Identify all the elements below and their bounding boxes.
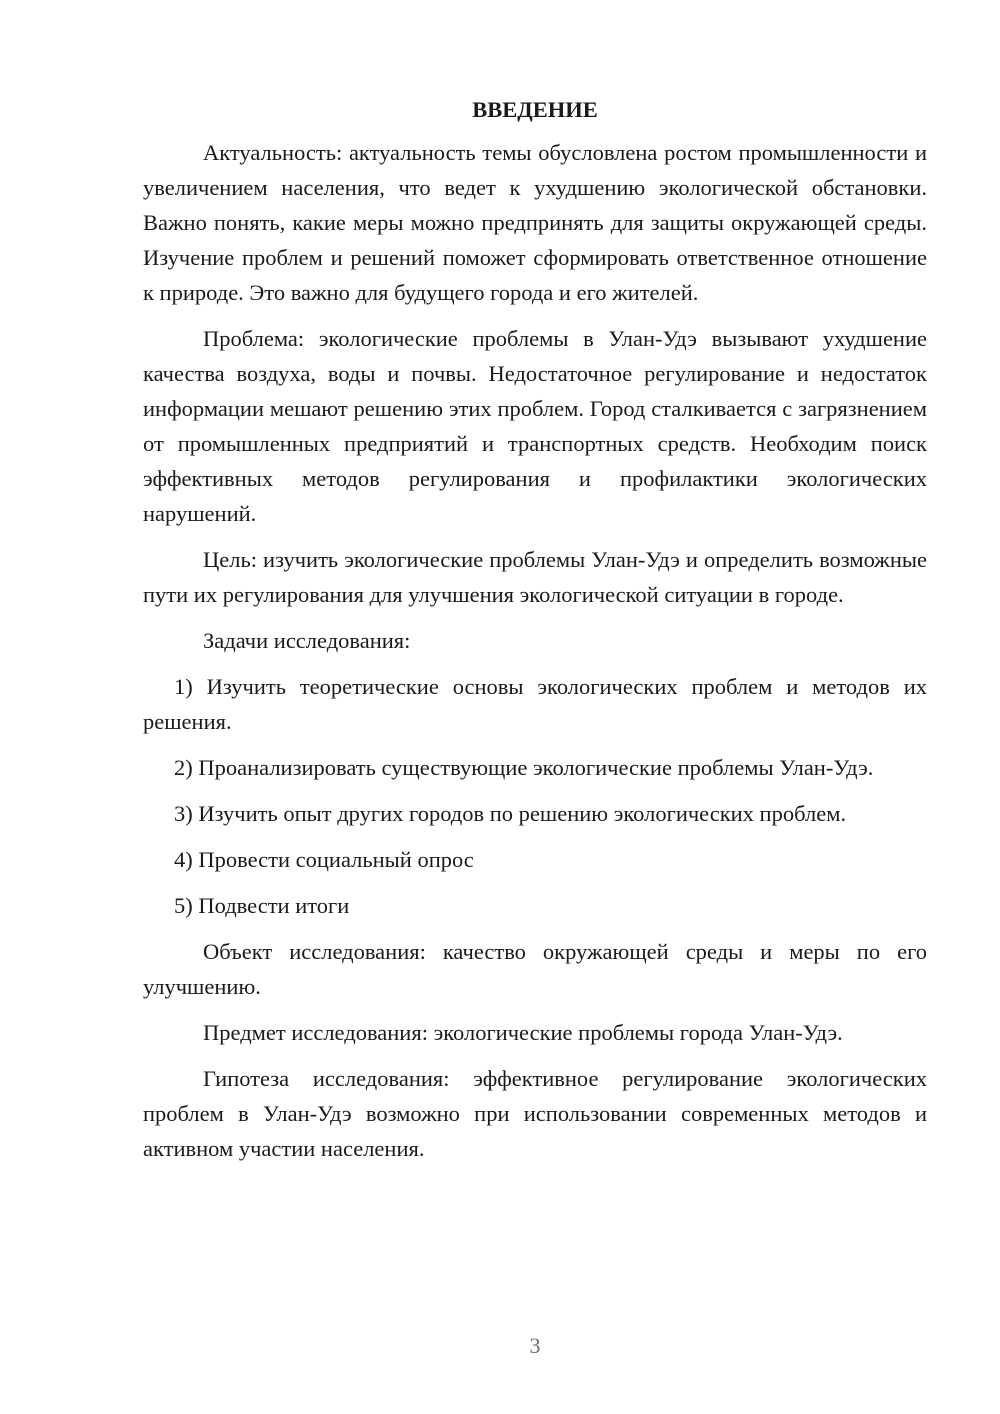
task-item-4: 4) Провести социальный опрос <box>174 847 474 872</box>
hypothesis-paragraph: Гипотеза исследования: эффективное регулирование экологических проблем в Улан-Удэ возможно при использовании современных методов и активном участии населения. <box>143 1066 927 1161</box>
subject-paragraph: Предмет исследования: экологические проблемы города Улан-Удэ. <box>203 1020 843 1045</box>
goal-paragraph: Цель: изучить экологические проблемы Улан-Удэ и определить возможные пути их регулирования для улучшения экологической ситуации в городе. <box>143 547 927 607</box>
page-number: 3 <box>529 1333 541 1358</box>
task-item-5: 5) Подвести итоги <box>174 893 350 918</box>
task-item-3: 3) Изучить опыт других городов по решению экологических проблем. <box>174 801 847 826</box>
problem-paragraph: Проблема: экологические проблемы в Улан-Удэ вызывают ухудшение качества воздуха, воды и почвы. Недостаточное регулирование и недостаток информации мешают решению этих проблем. Город сталкивается с загрязнением от промышленных предприятий и транспортных средств. Необходим поиск эффективных методов регулирования и профилактики экологических нарушений. <box>143 326 927 526</box>
relevance-paragraph: Актуальность: актуальность темы обусловлена ростом промышленности и увеличением населения, что ведет к ухудшению экологической обстановки. Важно понять, какие меры можно предпринять для защиты окружающей среды. Изучение проблем и решений поможет сформировать ответственное отношение к природе. Это важно для будущего города и его жителей. <box>143 140 927 305</box>
object-paragraph: Объект исследования: качество окружающей среды и меры по его улучшению. <box>143 939 927 999</box>
tasks-heading: Задачи исследования: <box>203 628 411 653</box>
task-item-2: 2) Проанализировать существующие экологические проблемы Улан-Удэ. <box>174 755 874 780</box>
task-item-1: 1) Изучить теоретические основы экологических проблем и методов их решения. <box>143 674 927 734</box>
page-content <box>143 92 927 1177</box>
page-title: ВВЕДЕНИЕ <box>472 97 598 122</box>
